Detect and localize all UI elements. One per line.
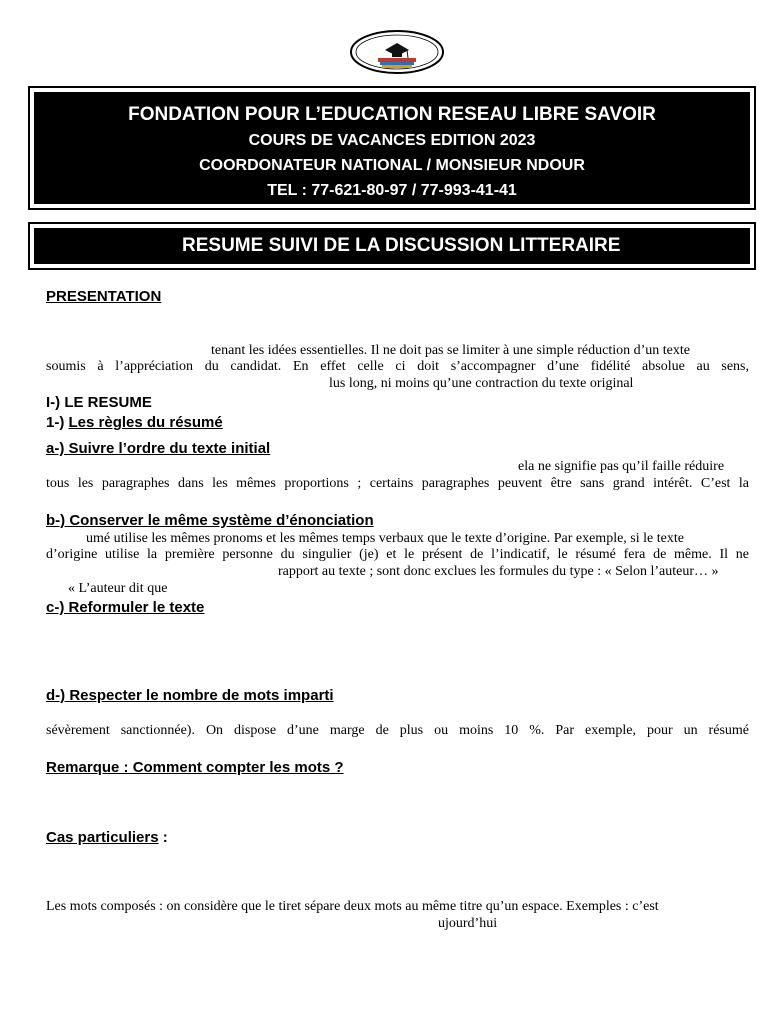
rule-a-line-1: ela ne signifie pas qu’il faille réduire [518, 459, 725, 474]
rule-d-line-1: sévèrement sanctionnée). On dispose d’une marge de plus ou moins 10 %. Par exemple, pour un résumé [46, 723, 749, 738]
presentation-line-3: lus long, ni moins qu’une contraction du texte original [329, 376, 634, 391]
header-banner [28, 86, 756, 210]
section-1-subheading [46, 414, 223, 431]
subheading-number: 1-) [46, 414, 69, 431]
rule-b-line-2: d’origine utilise la première personne du singulier (je) et le présent de l’indicatif, le résumé fera de même. Il ne [46, 547, 749, 562]
special-cases-heading [46, 829, 168, 846]
rule-b-line-3: rapport au texte ; sont donc exclues les formules du type : « Selon l’auteur… » [278, 564, 719, 579]
rule-d-heading: d-) Respecter le nombre de mots imparti [46, 687, 334, 704]
section-1-heading: I-) LE RESUME [46, 394, 152, 411]
subheading-label: Les règles du résumé [68, 414, 223, 431]
special-cases-line-2: ujourd’hui [438, 916, 498, 931]
header-coordinator: COORDONATEUR NATIONAL / MONSIEUR NDOUR [199, 157, 585, 174]
special-cases-line-1: Les mots composés : on considère que le tiret sépare deux mots au même titre qu’un espace. Exemples : c’est [46, 899, 659, 914]
presentation-line-1: tenant les idées essentielles. Il ne doit pas se limiter à une simple réduction d’un texte [211, 343, 690, 358]
header-foundation-name: FONDATION POUR L’EDUCATION RESEAU LIBRE SAVOIR [128, 104, 656, 125]
rule-b-heading: b-) Conserver le même système d’énonciation [46, 512, 374, 529]
document-title-banner [28, 222, 756, 270]
document-title: RESUME SUIVI DE LA DISCUSSION LITTERAIRE [34, 228, 750, 264]
rule-b-line-1: umé utilise les mêmes pronoms et les mêmes temps verbaux que le texte d’origine. Par exemple, si le texte [86, 531, 684, 546]
remark-heading: Remarque : Comment compter les mots ? [46, 759, 344, 776]
rule-c-heading: c-) Reformuler le texte [46, 599, 205, 616]
header-edition: COURS DE VACANCES EDITION 2023 [248, 132, 536, 149]
rule-a-line-2: tous les paragraphes dans les mêmes proportions ; certains paragraphes peuvent être sans grand intérêt. C’est la [46, 476, 749, 491]
rule-b-line-4: « L’auteur dit que [68, 581, 168, 596]
header-phone: TEL : 77-621-80-97 / 77-993-41-41 [267, 182, 517, 199]
presentation-line-2: soumis à l’appréciation du candidat. En effet celle ci doit s’accompagner d’une fidélité absolue au sens, [46, 359, 749, 374]
rule-a-heading: a-) Suivre l’ordre du texte initial [46, 440, 271, 457]
foundation-logo [348, 28, 446, 78]
special-cases-label: Cas particuliers [46, 829, 159, 846]
special-cases-colon: : [158, 829, 168, 846]
presentation-heading: PRESENTATION [46, 288, 162, 305]
